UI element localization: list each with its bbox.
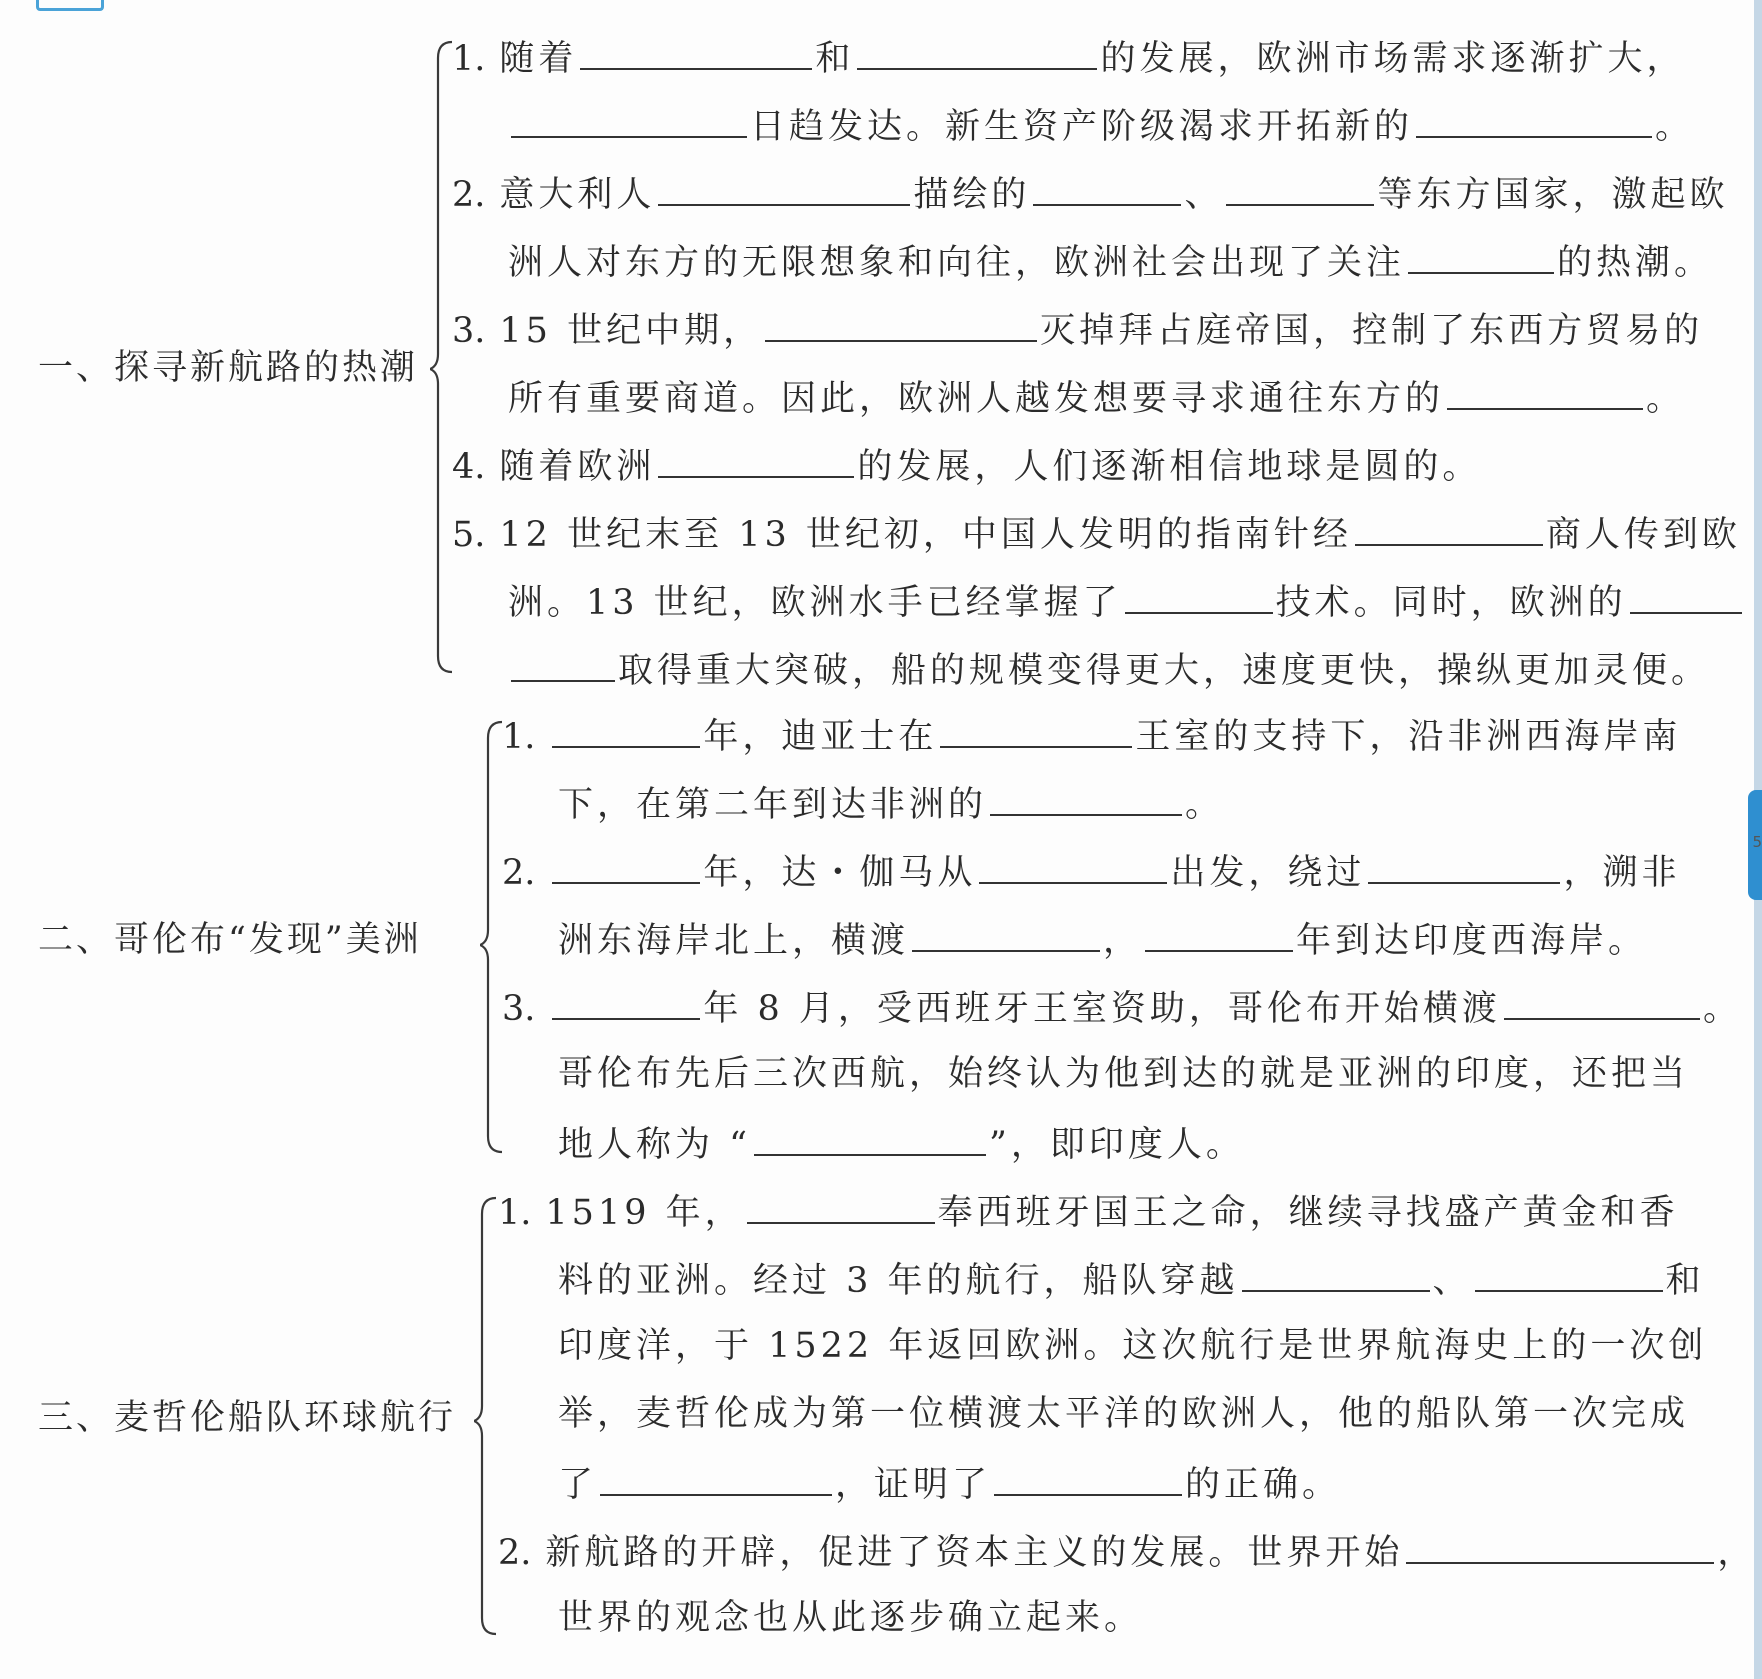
s2-item3-line2: 哥伦布先后三次西航，始终认为他到达的就是亚洲的印度，还把当	[558, 1054, 1690, 1094]
fill-blank[interactable]	[765, 294, 1037, 342]
s1-item5-line3: 取得重大突破，船的规模变得更大，速度更快，操纵更加灵便。	[508, 634, 1710, 702]
fill-blank[interactable]	[1145, 904, 1293, 952]
fill-blank[interactable]	[1475, 1244, 1663, 1292]
s3-item2-line2: 世界的观念也从此逐步确立起来。	[558, 1598, 1144, 1638]
fill-blank[interactable]	[994, 1448, 1182, 1496]
fill-blank[interactable]	[552, 972, 700, 1020]
fill-blank[interactable]	[1226, 158, 1374, 206]
fill-blank[interactable]	[1630, 566, 1742, 614]
s1-item3-line1: 3. 15 世纪中期， 灭掉拜占庭帝国，控制了东西方贸易的	[452, 294, 1703, 362]
fill-blank[interactable]	[658, 158, 910, 206]
s2-item2-line2: 洲东海岸北上，横渡 ， 年到达印度西海岸。	[558, 904, 1647, 972]
fill-blank[interactable]	[1368, 836, 1560, 884]
fill-blank[interactable]	[1416, 90, 1652, 138]
fill-blank[interactable]	[600, 1448, 832, 1496]
s1-item1-line1: 1. 随着 和 的发展，欧洲市场需求逐渐扩大，	[452, 22, 1685, 90]
fill-blank[interactable]	[580, 22, 812, 70]
fill-blank[interactable]	[1125, 566, 1273, 614]
fill-blank[interactable]	[754, 1108, 986, 1156]
fill-blank[interactable]	[1355, 498, 1543, 546]
s1-item2-line1: 2. 意大利人 描绘的 、 等东方国家，激起欧	[452, 158, 1728, 226]
s1-item3-line2: 所有重要商道。因此，欧洲人越发想要寻求通往东方的 。	[508, 362, 1685, 430]
fill-blank[interactable]	[1447, 362, 1643, 410]
section-title-2: 二、哥伦布“发现”美洲	[38, 920, 422, 960]
s2-item1-line1: 1. 年，迪亚士在 王室的支持下，沿非洲西海岸南	[502, 700, 1681, 768]
s2-item1-line2: 下，在第二年到达非洲的 。	[558, 768, 1224, 836]
fill-blank[interactable]	[1408, 226, 1554, 274]
fill-blank[interactable]	[912, 904, 1100, 952]
fill-blank[interactable]	[747, 1176, 935, 1224]
section-2-brace	[480, 716, 510, 1166]
fill-blank[interactable]	[857, 22, 1097, 70]
s3-item1-line1: 1. 1519 年， 奉西班牙国王之命，继续寻找盛产黄金和香	[498, 1176, 1679, 1244]
s3-item1-line5: 了 ，证明了 的正确。	[558, 1448, 1341, 1516]
fill-blank[interactable]	[552, 700, 700, 748]
fill-blank[interactable]	[990, 768, 1182, 816]
page-number: 5	[1752, 833, 1762, 851]
s1-item2-line2: 洲人对东方的无限想象和向往，欧洲社会出现了关注 的热潮。	[508, 226, 1713, 294]
fill-blank[interactable]	[979, 836, 1167, 884]
fill-blank[interactable]	[1406, 1516, 1714, 1564]
section-title-1: 一、探寻新航路的热潮	[38, 348, 419, 388]
fill-blank[interactable]	[1504, 972, 1700, 1020]
fill-blank[interactable]	[658, 430, 854, 478]
corner-decoration	[36, 0, 104, 11]
s1-item1-line2: 日趋发达。新生资产阶级渴求开拓新的 。	[508, 90, 1694, 158]
section-title-3: 三、麦哲伦船队环球航行	[38, 1398, 457, 1438]
s1-item5-line2: 洲。13 世纪，欧洲水手已经掌握了 技术。同时，欧洲的	[508, 566, 1745, 634]
s1-item4-line1: 4. 随着欧洲 的发展，人们逐渐相信地球是圆的。	[452, 430, 1481, 498]
s2-item3-line1: 3. 年 8 月，受西班牙王室资助，哥伦布开始横渡 。	[502, 972, 1742, 1040]
s3-item2-line1: 2. 新航路的开辟，促进了资本主义的发展。世界开始 ，	[498, 1516, 1756, 1584]
s2-item3-line3: 地人称为 “ ”，即印度人。	[558, 1108, 1245, 1176]
s3-item1-line2: 料的亚洲。经过 3 年的航行，船队穿越 、 和	[558, 1244, 1705, 1312]
fill-blank[interactable]	[940, 700, 1132, 748]
fill-blank[interactable]	[1242, 1244, 1430, 1292]
fill-blank[interactable]	[1033, 158, 1181, 206]
s1-item5-line1: 5. 12 世纪末至 13 世纪初，中国人发明的指南针经 商人传到欧	[452, 498, 1741, 566]
fill-blank[interactable]	[511, 634, 615, 682]
s2-item2-line1: 2. 年，达・伽马从 出发，绕过 ，溯非	[502, 836, 1680, 904]
s3-item1-line4: 举，麦哲伦成为第一位横渡太平洋的欧洲人，他的船队第一次完成	[558, 1394, 1690, 1434]
fill-blank[interactable]	[511, 90, 747, 138]
s3-item1-line3: 印度洋，于 1522 年返回欧洲。这次航行是世界航海史上的一次创	[558, 1326, 1708, 1366]
fill-blank[interactable]	[552, 836, 700, 884]
